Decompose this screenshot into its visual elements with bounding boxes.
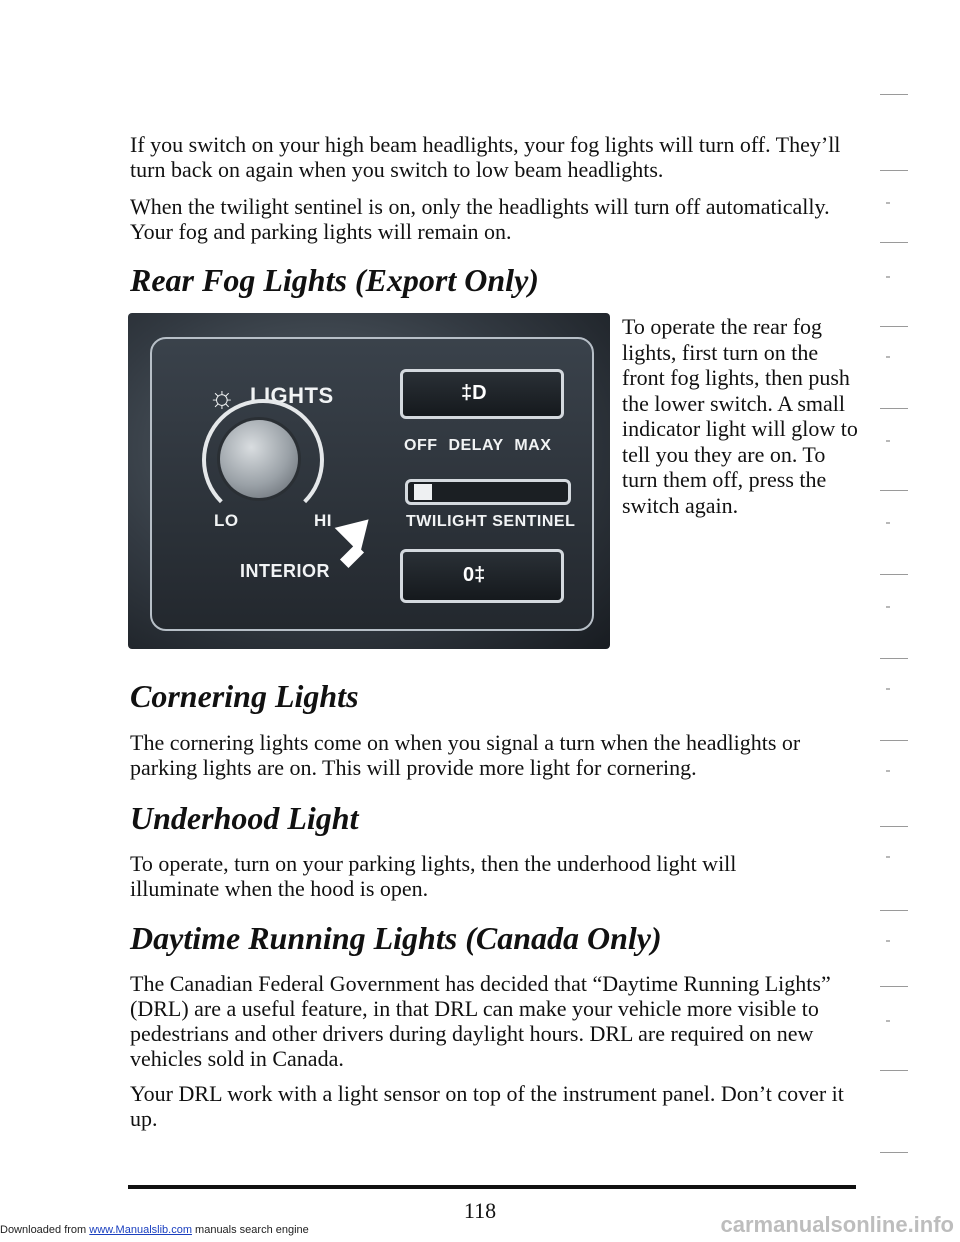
headlamp-control-panel-image [128,313,610,649]
drl-heading: Daytime Running Lights (Canada Only) [130,920,662,956]
slider-thumb [414,484,432,500]
manualslib-link[interactable]: www.Manualslib.com [89,1224,192,1236]
footer-rule [128,1185,856,1189]
interior-label: INTERIOR [240,561,331,581]
cornering-heading: Cornering Lights [130,678,359,714]
watermark: carmanualsonline.info [720,1212,954,1237]
intro-paragraph-2: When the twilight sentinel is on, only the headlights will turn off automatically. Your fog and parking lights will remain on. [130,194,830,244]
lo-label: LO [214,511,239,530]
underhood-heading: Underhood Light [130,800,359,836]
intro-paragraph-1: If you switch on your high beam headlights, your fog lights will turn off. They’ll turn back on again when you switch to low beam headlights. [130,132,841,182]
underhood-paragraph: To operate, turn on your parking lights, then the underhood light will illuminate when the hood is open. [130,851,737,901]
rear-fog-switch [400,549,564,603]
rear-fog-instructions: To operate the rear fog lights, first turn on the front fog lights, then push the lower switch. A small indicator light will glow to tell you they are on. To turn them off, press the switch again. [622,314,858,518]
lights-label: LIGHTS [250,383,334,408]
cornering-paragraph: The cornering lights come on when you signal a turn when the headlights or parking lights are on. This will provide more light for cornering. [130,730,801,780]
front-fog-switch [400,369,564,419]
rear-fog-heading: Rear Fog Lights (Export Only) [130,262,539,298]
drl-paragraph-1: The Canadian Federal Government has decided that “Daytime Running Lights” (DRL) are a useful feature, in that DRL can make your vehicle more visible to pedestrians and other drivers during daylight hours. DRL are required on new vehicles sold in Canada. [130,971,831,1071]
twilight-sentinel-label: TWILIGHT SENTINEL [406,513,576,530]
rear-fog-icon: 0‡ [463,564,486,586]
download-note [0,1224,309,1236]
drl-paragraph-2: Your DRL work with a light sensor on top of the instrument panel. Don’t cover it up. [130,1081,844,1131]
headlamp-knob [220,420,298,498]
front-fog-icon: ‡D [461,382,487,404]
download-suffix: manuals search engine [191,1224,309,1236]
hi-label: HI [314,511,332,530]
twilight-delay-slider [405,479,571,505]
delay-labels: OFF DELAY MAX [404,437,552,454]
sun-icon: ☼ [208,381,236,414]
download-prefix: Downloaded from [0,1224,90,1236]
page-number: 118 [463,1198,497,1223]
margin-marks [872,90,922,1170]
